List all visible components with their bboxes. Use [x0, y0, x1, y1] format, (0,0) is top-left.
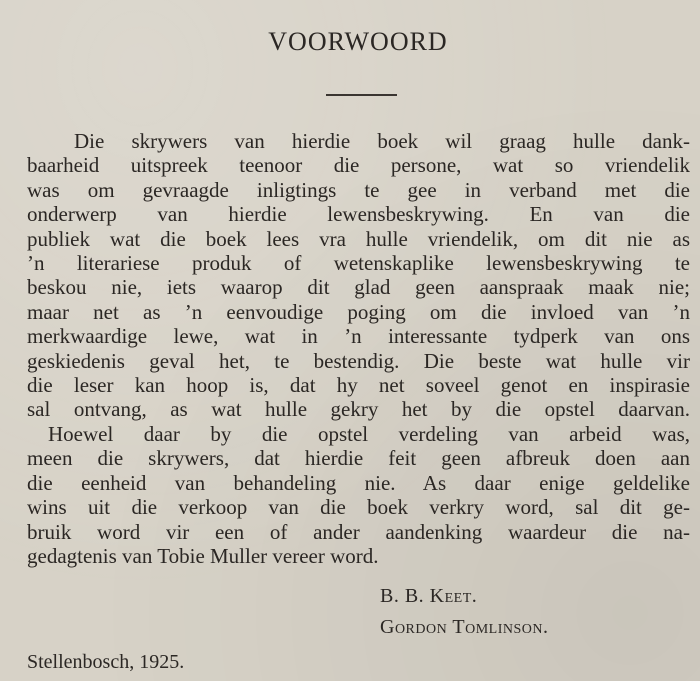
text-line: bruik word vir een of ander aandenking waardeur die na-: [27, 519, 690, 544]
text-line: onderwerp van hierdie lewensbeskrywing. En van die: [27, 202, 690, 227]
text-line: sal ontvang, as wat hulle gekry het by die opstel daarvan.: [27, 397, 690, 422]
signatory-name: B. B. Keet.: [380, 585, 478, 607]
text-line: publiek wat die boek lees vra hulle vriendelik, om dit nie as: [27, 226, 690, 251]
page-title: VOORWOORD: [268, 27, 448, 56]
text-line: meen die skrywers, dat hierdie feit geen afbreuk doen aan: [27, 446, 690, 471]
text-line: die leser kan hoop is, dat hy net soveel genot en inspirasie: [27, 373, 690, 398]
text-line: was om gevraagde inligtings te gee in verband met die: [27, 177, 690, 202]
text-line: beskou nie, iets waarop dit glad geen aanspraak maak nie;: [27, 275, 690, 300]
text-line: maar net as ’n eenvoudige poging om die invloed van ’n: [27, 299, 690, 324]
place-date: Stellenbosch, 1925.: [27, 651, 185, 673]
text-line: wins uit die verkoop van die boek verkry word, sal dit ge-: [27, 495, 690, 520]
text-line: gedagtenis van Tobie Muller vereer word.: [27, 543, 379, 568]
text-line: Die skrywers van hierdie boek wil graag hulle dank-: [74, 129, 690, 153]
text-line: merkwaardige lewe, wat in ’n interessante tydperk van ons: [27, 324, 690, 349]
text-line: Hoewel daar by die opstel verdeling van arbeid was,: [48, 421, 690, 446]
title-divider: [326, 94, 397, 96]
text-line: die eenheid van behandeling nie. As daar enige geldelike: [27, 470, 690, 495]
preface-body: [27, 129, 690, 568]
signatory-name: Gordon Tomlinson.: [380, 616, 549, 638]
text-line: geskiedenis geval het, te bestendig. Die beste wat hulle vir: [27, 348, 690, 373]
text-line: baarheid uitspreek teenoor die persone, wat so vriendelik: [27, 153, 690, 178]
text-line: ’n literariese produk of wetenskaplike lewensbeskrywing te: [27, 251, 690, 276]
